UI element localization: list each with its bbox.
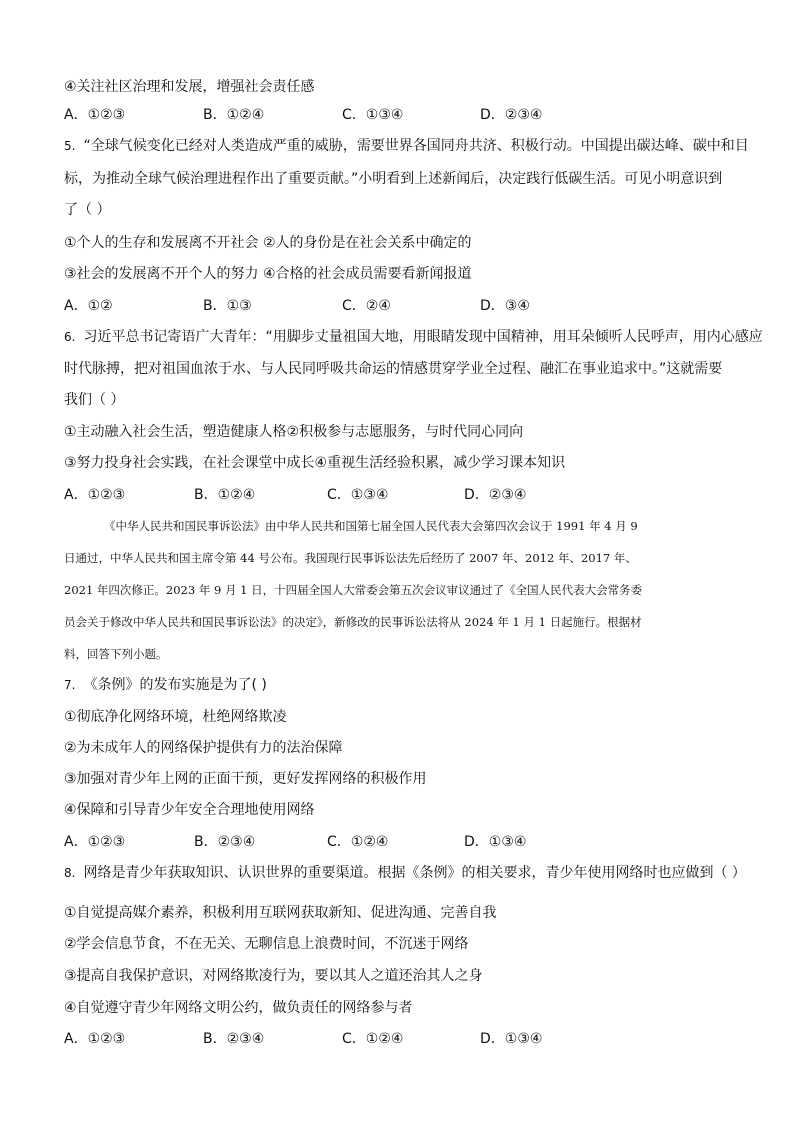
q7-options (64, 833, 744, 851)
q8-option-d: D．①③④ (480, 1031, 543, 1047)
q7-statement-4: ④保障和引导青少年安全合理地使用网络 (64, 802, 315, 818)
q6-number: 6. (64, 330, 76, 344)
q6-stem-line-2: 时代脉搏，把对祖国血浓于水、与人民同呼吸共命运的情感贯穿学业全过程、融汇在事业追求中。”这就需要 (64, 361, 723, 377)
q6-option-b: B．①②④ (194, 487, 256, 503)
material-line-1: 《中华人民共和国民事诉讼法》由中华人民共和国第七届全国人民代表大会第四次会议于 1991 年 4 月 9 (104, 519, 638, 533)
material-line-3: 2021 年四次修正。2023 年 9 月 1 日，十四届全国人大常委会第五次会议审议通过了《全国人民代表大会常务委 (64, 583, 643, 597)
q5-stem-line-3: 了（ ） (64, 202, 111, 218)
q7-option-d: D．①③④ (464, 834, 527, 850)
q6-statements-line-1: ①主动融入社会生活，塑造健康人格②积极参与志愿服务，与时代同心同向 (64, 424, 524, 440)
q8-option-b: B．②③④ (203, 1031, 265, 1047)
q6-stem-line-1 (64, 328, 763, 346)
material-line-4: 员会关于修改中华人民共和国民事诉讼法》的决定》，新修改的民事诉讼法将从 2024 年 1 月 1 日起施行。根据材 (64, 615, 642, 629)
q8-option-a: A．①②③ (64, 1031, 126, 1047)
q5-option-d: D．③④ (480, 298, 530, 314)
q8-stem-text: 网络是青少年获取知识、认识世界的重要渠道。根据《条例》的相关要求，青少年使用网络时也应做到（ ） (83, 865, 746, 881)
q5-option-c: C．②④ (342, 298, 391, 314)
q5-stem-line-1 (64, 137, 749, 155)
q8-statement-3: ③提高自我保护意识，对网络欺凌行为，要以其人之道还治其人之身 (64, 968, 483, 984)
q6-stem-line-3: 我们（ ） (64, 392, 125, 408)
q8-statement-4: ④自觉遵守青少年网络文明公约，做负责任的网络参与者 (64, 1000, 413, 1016)
q8-option-c: C．①②④ (342, 1031, 404, 1047)
q7-stem-text: 《条例》的发布实施是为了( ) (83, 677, 267, 693)
q6-statements-line-2: ③努力投身社会实践，在社会课堂中成长④重视生活经验积累，减少学习课本知识 (64, 455, 566, 471)
q7-statement-2: ②为未成年人的网络保护提供有力的法治保障 (64, 740, 343, 756)
q8-statement-1: ①自觉提高媒介素养，积极利用互联网获取新知、促进沟通、完善自我 (64, 905, 497, 921)
q6-option-a: A．①②③ (64, 487, 126, 503)
q4-option-a: A．①②③ (64, 107, 126, 123)
material-line-5: 料，回答下列小题。 (64, 647, 168, 661)
q5-stem-line-2: 标，为推动全球气候治理进程作出了重要贡献。”小明看到上述新闻后，决定践行低碳生活。可见小明意识到 (64, 171, 723, 187)
q5-statements-line-1: ①个人的生存和发展离不开社会 ②人的身份是在社会关系中确定的 (64, 235, 472, 251)
q6-stem-text-1: 习近平总书记寄语广大青年：“用脚步丈量祖国大地，用眼睛发现中国精神，用耳朵倾听人民呼声，用内心感应 (83, 329, 763, 345)
material-line-2: 日通过，中华人民共和国主席令第 44 号公布。我国现行民事诉讼法先后经历了 2007 年、2012 年、2017 年、 (64, 551, 637, 565)
q5-number: 5. (64, 139, 76, 153)
q4-options (64, 106, 744, 124)
q5-statements-line-2: ③社会的发展离不开个人的努力 ④合格的社会成员需要看新闻报道 (64, 266, 472, 282)
q6-options (64, 486, 744, 504)
q5-stem-text-1: “全球气候变化已经对人类造成严重的威胁，需要世界各国同舟共济、积极行动。中国提出碳达峰、碳中和目 (83, 138, 749, 154)
q7-number: 7. (64, 678, 76, 692)
q4-statement-4: ④关注社区治理和发展，增强社会责任感 (64, 79, 315, 95)
q5-options (64, 297, 744, 315)
q5-option-b: B．①③ (203, 298, 252, 314)
q8-number: 8. (64, 866, 76, 880)
q5-option-a: A．①② (64, 298, 113, 314)
q8-options (64, 1030, 744, 1048)
q7-option-b: B．②③④ (194, 834, 256, 850)
q4-option-c: C．①③④ (342, 107, 404, 123)
q7-option-c: C．①②④ (327, 834, 389, 850)
q7-stem (64, 676, 267, 694)
q8-stem (64, 864, 746, 882)
q7-statement-1: ①彻底净化网络环境，杜绝网络欺凌 (64, 709, 287, 725)
q7-statement-3: ③加强对青少年上网的正面干预，更好发挥网络的积极作用 (64, 771, 427, 787)
q6-option-d: D．②③④ (464, 487, 527, 503)
q4-option-b: B．①②④ (203, 107, 265, 123)
q8-statement-2: ②学会信息节食，不在无关、无聊信息上浪费时间，不沉迷于网络 (64, 936, 469, 952)
q7-option-a: A．①②③ (64, 834, 126, 850)
q4-option-d: D．②③④ (480, 107, 543, 123)
q6-option-c: C．①③④ (327, 487, 389, 503)
